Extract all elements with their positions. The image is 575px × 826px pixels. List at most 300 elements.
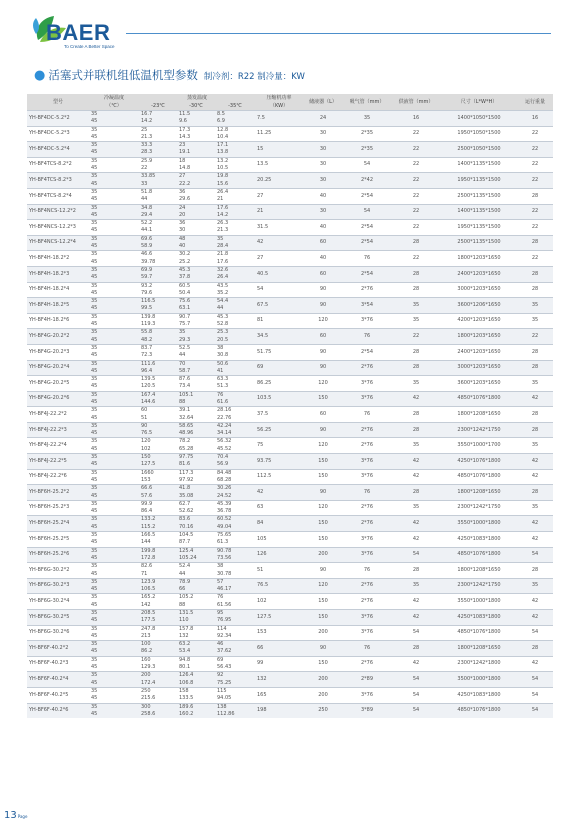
weight-cell: 28 (517, 563, 553, 579)
capacity-23-cell: 83.7 (139, 344, 177, 352)
liquid-cell: 35 (391, 438, 441, 454)
capacity-35-cell: 114 (215, 625, 255, 633)
capacity-23-cell: 51.8 (139, 188, 177, 196)
model-cell: YH-BF4G-20.2*3 (27, 344, 89, 360)
suction-cell: 2*35 (343, 126, 391, 142)
table-row (27, 344, 553, 352)
size-cell: 2300*1242*1750 (441, 578, 517, 594)
suction-cell: 2*54 (343, 266, 391, 282)
capacity-35-cell: 94.05 (215, 695, 255, 703)
liquid-cell: 22 (391, 329, 441, 345)
power-cell: 34.5 (255, 329, 303, 345)
power-cell: 20.25 (255, 173, 303, 189)
receiver-cell: 150 (303, 610, 343, 626)
suction-cell: 76 (343, 251, 391, 267)
capacity-35-cell: 28.4 (215, 243, 255, 251)
size-cell: 2300*1242*1750 (441, 500, 517, 516)
size-cell: 4850*1076*1800 (441, 625, 517, 641)
table-row (27, 111, 553, 119)
capacity-35-cell: 63.3 (215, 376, 255, 384)
cond-temp-cell: 35 (89, 188, 139, 196)
table-row (27, 313, 553, 321)
model-cell: YH-BF6H-25.2*2 (27, 485, 89, 501)
receiver-cell: 40 (303, 220, 343, 236)
capacity-30-cell: 11.5 (177, 111, 215, 119)
capacity-35-cell: 8.5 (215, 111, 255, 119)
header-receiver: 储液器（L） (303, 94, 343, 111)
capacity-30-cell: 126.4 (177, 672, 215, 680)
spec-table (27, 94, 553, 718)
header-evap-23: -23℃ (139, 102, 177, 111)
capacity-35-cell: 92.34 (215, 633, 255, 641)
size-cell: 3550*1000*1800 (441, 594, 517, 610)
weight-cell: 28 (517, 266, 553, 282)
cond-temp-cell: 45 (89, 337, 139, 345)
capacity-30-cell: 131.5 (177, 610, 215, 618)
size-cell: 4250*1083*1800 (441, 610, 517, 626)
capacity-35-cell: 56.43 (215, 664, 255, 672)
capacity-30-cell: 44 (177, 571, 215, 579)
size-cell: 2500*1050*1500 (441, 142, 517, 158)
capacity-35-cell: 26.4 (215, 274, 255, 282)
cond-temp-cell: 35 (89, 235, 139, 243)
cond-temp-cell: 35 (89, 594, 139, 602)
capacity-23-cell: 22 (139, 165, 177, 173)
table-row (27, 469, 553, 477)
liquid-cell: 54 (391, 687, 441, 703)
header-model: 型号 (27, 94, 89, 111)
capacity-35-cell: 44 (215, 305, 255, 313)
capacity-35-cell: 42.24 (215, 422, 255, 430)
model-cell: YH-BF6F-40.2*2 (27, 641, 89, 657)
power-cell: 105 (255, 532, 303, 548)
power-cell: 69 (255, 360, 303, 376)
power-cell: 165 (255, 687, 303, 703)
capacity-35-cell: 19.8 (215, 173, 255, 181)
header-cond-temp: 冷凝温度 (89, 94, 139, 102)
size-cell: 4850*1076*1800 (441, 391, 517, 407)
capacity-30-cell: 78.2 (177, 438, 215, 446)
receiver-cell: 120 (303, 438, 343, 454)
spec-table-body (27, 111, 553, 719)
receiver-cell: 90 (303, 641, 343, 657)
power-cell: 76.5 (255, 578, 303, 594)
cond-temp-cell: 45 (89, 508, 139, 516)
spec-table-container (27, 94, 553, 792)
weight-cell: 35 (517, 578, 553, 594)
title-sub: 制冷剂：R22 制冷量：KW (203, 72, 305, 82)
weight-cell: 22 (517, 142, 553, 158)
capacity-23-cell: 300 (139, 703, 177, 711)
capacity-23-cell: 86.4 (139, 508, 177, 516)
capacity-23-cell: 129.3 (139, 664, 177, 672)
receiver-cell: 90 (303, 360, 343, 376)
capacity-23-cell: 29.4 (139, 212, 177, 220)
size-cell: 1800*1208*1650 (441, 563, 517, 579)
power-cell: 37.5 (255, 407, 303, 423)
capacity-35-cell: 10.5 (215, 165, 255, 173)
size-cell: 4850*1076*1800 (441, 703, 517, 718)
capacity-35-cell: 60.52 (215, 516, 255, 524)
suction-cell: 2*76 (343, 500, 391, 516)
cond-temp-cell: 35 (89, 438, 139, 446)
capacity-35-cell: 76 (215, 391, 255, 399)
header-divider (126, 33, 551, 34)
liquid-cell: 22 (391, 157, 441, 173)
capacity-35-cell: 70.4 (215, 454, 255, 462)
capacity-30-cell: 52.62 (177, 508, 215, 516)
bullet-icon: ● (34, 68, 46, 83)
cond-temp-cell: 35 (89, 266, 139, 274)
capacity-35-cell: 56.32 (215, 438, 255, 446)
capacity-23-cell: 166.5 (139, 532, 177, 540)
liquid-cell: 42 (391, 469, 441, 485)
receiver-cell: 40 (303, 251, 343, 267)
liquid-cell: 22 (391, 251, 441, 267)
capacity-35-cell: 30.78 (215, 571, 255, 579)
size-cell: 3000*1203*1650 (441, 360, 517, 376)
cond-temp-cell: 45 (89, 695, 139, 703)
capacity-23-cell: 82.6 (139, 563, 177, 571)
weight-cell: 16 (517, 111, 553, 127)
cond-temp-cell: 45 (89, 680, 139, 688)
size-cell: 2300*1242*1800 (441, 656, 517, 672)
table-row (27, 266, 553, 274)
capacity-23-cell: 106.5 (139, 586, 177, 594)
liquid-cell: 22 (391, 188, 441, 204)
model-cell: YH-BF4G-20.2*2 (27, 329, 89, 345)
capacity-23-cell: 44.1 (139, 227, 177, 235)
capacity-23-cell: 14.2 (139, 118, 177, 126)
suction-cell: 2*76 (343, 422, 391, 438)
weight-cell: 54 (517, 672, 553, 688)
capacity-30-cell: 189.6 (177, 703, 215, 711)
size-cell: 3550*1000*1700 (441, 438, 517, 454)
receiver-cell: 24 (303, 111, 343, 127)
capacity-35-cell: 20.5 (215, 337, 255, 345)
capacity-30-cell: 18 (177, 157, 215, 165)
capacity-30-cell: 62.7 (177, 500, 215, 508)
weight-cell: 22 (517, 220, 553, 236)
cond-temp-cell: 45 (89, 368, 139, 376)
suction-cell: 2*42 (343, 173, 391, 189)
cond-temp-cell: 45 (89, 383, 139, 391)
header-weight: 运行重量 (517, 94, 553, 111)
model-cell: YH-BF4J-22.2*6 (27, 469, 89, 485)
capacity-30-cell: 36 (177, 220, 215, 228)
weight-cell: 54 (517, 687, 553, 703)
capacity-35-cell: 21.3 (215, 227, 255, 235)
size-cell: 2400*1203*1650 (441, 266, 517, 282)
capacity-23-cell: 144 (139, 539, 177, 547)
cond-temp-cell: 45 (89, 602, 139, 610)
suction-cell: 76 (343, 485, 391, 501)
capacity-23-cell: 99.5 (139, 305, 177, 313)
capacity-23-cell: 46.6 (139, 251, 177, 259)
table-row (27, 142, 553, 150)
power-cell: 63 (255, 500, 303, 516)
capacity-30-cell: 36 (177, 188, 215, 196)
capacity-35-cell: 138 (215, 703, 255, 711)
power-cell: 93.75 (255, 454, 303, 470)
cond-temp-cell: 45 (89, 477, 139, 485)
capacity-35-cell: 84.48 (215, 469, 255, 477)
receiver-cell: 120 (303, 500, 343, 516)
power-cell: 31.5 (255, 220, 303, 236)
liquid-cell: 35 (391, 500, 441, 516)
model-cell: YH-BF6G-30.2*2 (27, 563, 89, 579)
capacity-35-cell: 45.52 (215, 446, 255, 454)
power-cell: 81 (255, 313, 303, 329)
receiver-cell: 150 (303, 532, 343, 548)
suction-cell: 2*54 (343, 235, 391, 251)
size-cell: 1400*1135*1500 (441, 157, 517, 173)
weight-cell: 22 (517, 157, 553, 173)
table-row (27, 188, 553, 196)
weight-cell: 28 (517, 485, 553, 501)
capacity-30-cell: 63.2 (177, 641, 215, 649)
capacity-35-cell: 90.78 (215, 547, 255, 555)
capacity-23-cell: 72.3 (139, 352, 177, 360)
cond-temp-cell: 45 (89, 617, 139, 625)
capacity-35-cell: 13.8 (215, 149, 255, 157)
suction-cell: 76 (343, 329, 391, 345)
capacity-23-cell: 1660 (139, 469, 177, 477)
capacity-35-cell: 49.04 (215, 524, 255, 532)
weight-cell: 35 (517, 313, 553, 329)
capacity-30-cell: 70.16 (177, 524, 215, 532)
capacity-30-cell: 35.08 (177, 493, 215, 501)
capacity-23-cell: 21.3 (139, 134, 177, 142)
size-cell: 2400*1203*1650 (441, 344, 517, 360)
table-row (27, 329, 553, 337)
capacity-30-cell: 75.6 (177, 298, 215, 306)
size-cell: 3500*1000*1800 (441, 672, 517, 688)
header-evap-temp: 蒸发温度 (139, 94, 255, 102)
liquid-cell: 42 (391, 656, 441, 672)
capacity-35-cell: 17.1 (215, 142, 255, 150)
capacity-23-cell: 69.9 (139, 266, 177, 274)
capacity-23-cell: 57.6 (139, 493, 177, 501)
capacity-30-cell: 157.8 (177, 625, 215, 633)
liquid-cell: 28 (391, 422, 441, 438)
cond-temp-cell: 35 (89, 641, 139, 649)
cond-temp-cell: 45 (89, 571, 139, 579)
capacity-35-cell: 76 (215, 594, 255, 602)
capacity-35-cell: 41 (215, 368, 255, 376)
size-cell: 3000*1203*1650 (441, 282, 517, 298)
capacity-30-cell: 9.6 (177, 118, 215, 126)
cond-temp-cell: 35 (89, 282, 139, 290)
capacity-35-cell: 35.2 (215, 290, 255, 298)
cond-temp-cell: 45 (89, 664, 139, 672)
capacity-30-cell: 106.8 (177, 680, 215, 688)
receiver-cell: 150 (303, 516, 343, 532)
table-row (27, 157, 553, 165)
table-row (27, 204, 553, 212)
model-cell: YH-BF4H-18.2*6 (27, 313, 89, 329)
power-cell: 67.5 (255, 298, 303, 314)
table-row (27, 407, 553, 415)
receiver-cell: 120 (303, 578, 343, 594)
model-cell: YH-BF4TCS-8.2*4 (27, 188, 89, 204)
model-cell: YH-BF6G-30.2*5 (27, 610, 89, 626)
power-cell: 54 (255, 282, 303, 298)
capacity-23-cell: 139.5 (139, 376, 177, 384)
capacity-23-cell: 247.8 (139, 625, 177, 633)
weight-cell: 35 (517, 298, 553, 314)
cond-temp-cell: 35 (89, 360, 139, 368)
table-row (27, 376, 553, 384)
capacity-23-cell: 93.2 (139, 282, 177, 290)
cond-temp-cell: 35 (89, 578, 139, 586)
table-row (27, 641, 553, 649)
capacity-23-cell: 51 (139, 415, 177, 423)
suction-cell: 3*76 (343, 532, 391, 548)
capacity-30-cell: 44 (177, 352, 215, 360)
capacity-30-cell: 37.8 (177, 274, 215, 282)
capacity-23-cell: 119.3 (139, 321, 177, 329)
suction-cell: 2*54 (343, 220, 391, 236)
capacity-35-cell: 13.2 (215, 157, 255, 165)
capacity-30-cell: 63.1 (177, 305, 215, 313)
brand-name: BAER (46, 20, 111, 45)
model-cell: YH-BF4G-20.2*5 (27, 376, 89, 392)
capacity-30-cell: 88 (177, 399, 215, 407)
capacity-35-cell: 17.6 (215, 259, 255, 267)
capacity-23-cell: 200 (139, 672, 177, 680)
weight-cell: 54 (517, 625, 553, 641)
capacity-23-cell: 127.5 (139, 461, 177, 469)
receiver-cell: 120 (303, 313, 343, 329)
capacity-23-cell: 165.2 (139, 594, 177, 602)
capacity-30-cell: 132 (177, 633, 215, 641)
capacity-30-cell: 25.2 (177, 259, 215, 267)
model-cell: YH-BF4J-22.2*2 (27, 407, 89, 423)
cond-temp-cell: 45 (89, 633, 139, 641)
capacity-30-cell: 133.5 (177, 695, 215, 703)
cond-temp-cell: 35 (89, 469, 139, 477)
capacity-35-cell: 34.14 (215, 430, 255, 438)
capacity-23-cell: 28.3 (139, 149, 177, 157)
receiver-cell: 90 (303, 282, 343, 298)
capacity-30-cell: 24 (177, 204, 215, 212)
table-row (27, 578, 553, 586)
cond-temp-cell: 35 (89, 142, 139, 150)
model-cell: YH-BF4DC-5.2*3 (27, 126, 89, 142)
liquid-cell: 22 (391, 220, 441, 236)
receiver-cell: 30 (303, 142, 343, 158)
capacity-30-cell: 66 (177, 586, 215, 594)
page-number (4, 810, 27, 821)
capacity-35-cell: 15.6 (215, 181, 255, 189)
capacity-30-cell: 40 (177, 243, 215, 251)
capacity-30-cell: 104.5 (177, 532, 215, 540)
weight-cell: 28 (517, 407, 553, 423)
capacity-35-cell: 68.28 (215, 477, 255, 485)
capacity-30-cell: 23 (177, 142, 215, 150)
model-cell: YH-BF4H-18.2*2 (27, 251, 89, 267)
capacity-30-cell: 110 (177, 617, 215, 625)
capacity-30-cell: 48.96 (177, 430, 215, 438)
power-cell: 27 (255, 251, 303, 267)
cond-temp-cell: 45 (89, 290, 139, 298)
capacity-30-cell: 160.2 (177, 711, 215, 718)
cond-temp-cell: 45 (89, 446, 139, 454)
capacity-35-cell: 28.16 (215, 407, 255, 415)
capacity-35-cell: 92 (215, 672, 255, 680)
power-cell: 27 (255, 188, 303, 204)
cond-temp-cell: 45 (89, 586, 139, 594)
capacity-23-cell: 133.2 (139, 516, 177, 524)
model-cell: YH-BF4DC-5.2*4 (27, 142, 89, 158)
suction-cell: 2*35 (343, 142, 391, 158)
weight-cell: 28 (517, 235, 553, 251)
capacity-35-cell: 36.78 (215, 508, 255, 516)
header-liquid: 供液管（mm） (391, 94, 441, 111)
capacity-23-cell: 199.8 (139, 547, 177, 555)
power-cell: 42 (255, 485, 303, 501)
table-row (27, 485, 553, 493)
title-main: 活塞式并联机组低温机型参数 (48, 68, 198, 82)
capacity-30-cell: 48 (177, 235, 215, 243)
capacity-30-cell: 19.1 (177, 149, 215, 157)
size-cell: 2500*1135*1500 (441, 188, 517, 204)
receiver-cell: 200 (303, 625, 343, 641)
capacity-23-cell: 150 (139, 454, 177, 462)
table-row (27, 454, 553, 462)
capacity-30-cell: 39.1 (177, 407, 215, 415)
capacity-30-cell: 14.8 (177, 165, 215, 173)
size-cell: 1400*1050*1500 (441, 111, 517, 127)
receiver-cell: 200 (303, 687, 343, 703)
size-cell: 4850*1076*1800 (441, 469, 517, 485)
capacity-35-cell: 57 (215, 578, 255, 586)
size-cell: 3550*1000*1800 (441, 516, 517, 532)
receiver-cell: 30 (303, 157, 343, 173)
table-row (27, 235, 553, 243)
capacity-30-cell: 94.8 (177, 656, 215, 664)
size-cell: 3600*1203*1650 (441, 376, 517, 392)
cond-temp-cell: 35 (89, 407, 139, 415)
power-cell: 42 (255, 235, 303, 251)
capacity-23-cell: 250 (139, 687, 177, 695)
suction-cell: 3*76 (343, 469, 391, 485)
capacity-23-cell: 66.6 (139, 485, 177, 493)
capacity-23-cell: 33.3 (139, 142, 177, 150)
capacity-30-cell: 50.4 (177, 290, 215, 298)
cond-temp-cell: 35 (89, 672, 139, 680)
receiver-cell: 150 (303, 391, 343, 407)
capacity-35-cell: 22.76 (215, 415, 255, 423)
liquid-cell: 28 (391, 563, 441, 579)
cond-temp-cell: 35 (89, 173, 139, 181)
page-number-value: 13 (4, 810, 17, 821)
power-cell: 103.5 (255, 391, 303, 407)
capacity-30-cell: 81.6 (177, 461, 215, 469)
capacity-30-cell: 73.4 (177, 383, 215, 391)
cond-temp-cell: 35 (89, 329, 139, 337)
power-cell: 99 (255, 656, 303, 672)
liquid-cell: 54 (391, 672, 441, 688)
suction-cell: 2*76 (343, 282, 391, 298)
cond-temp-cell: 45 (89, 134, 139, 142)
cond-temp-cell: 45 (89, 430, 139, 438)
model-cell: YH-BF4G-20.2*4 (27, 360, 89, 376)
table-row (27, 126, 553, 134)
model-cell: YH-BF6H-25.2*3 (27, 500, 89, 516)
cond-temp-cell: 35 (89, 111, 139, 119)
